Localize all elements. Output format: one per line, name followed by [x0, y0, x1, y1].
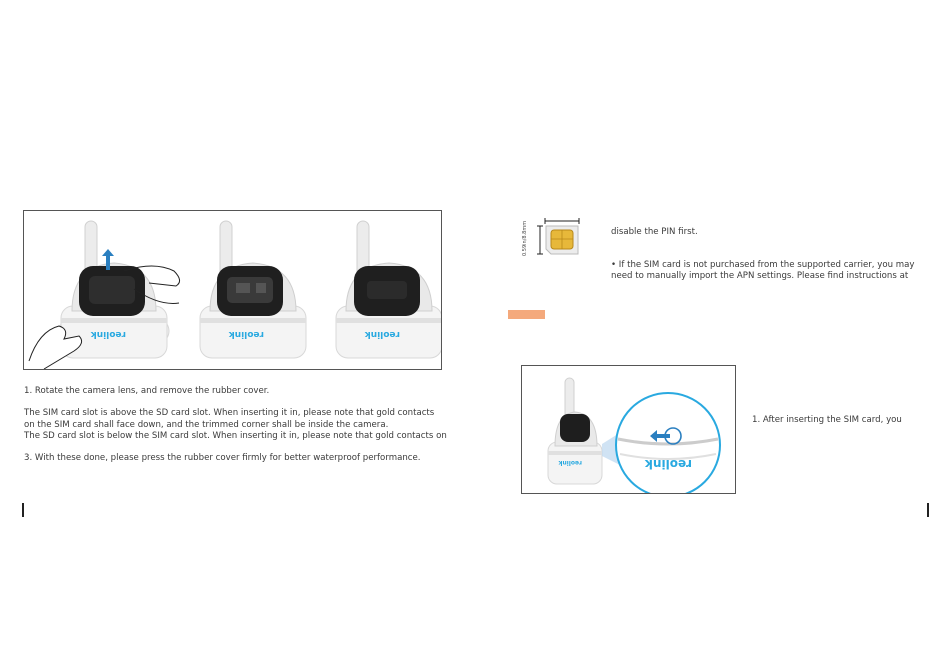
right-crop-mark — [927, 503, 929, 517]
sd-slot-text: The SD card slot is below the SIM card slot. When inserting it in, please note that gold contacts on — [24, 431, 447, 441]
camera-figures-illustration — [24, 211, 441, 369]
svg-text:reolink: reolink — [644, 457, 692, 471]
orange-accent-bar — [508, 310, 545, 319]
svg-text:reolink: reolink — [228, 329, 264, 339]
sim-dimension-label: 0.59in/8.8mm — [522, 220, 528, 256]
svg-text:reolink: reolink — [558, 459, 582, 466]
camera-cover-closed-image — [336, 221, 441, 358]
left-crop-mark — [22, 503, 24, 517]
sim-card-diagram — [526, 215, 586, 261]
svg-text:reolink: reolink — [90, 329, 126, 339]
right-figure-frame — [521, 365, 736, 494]
step-3-text: 3. With these done, please press the rubber cover firmly for better waterproof performance. — [24, 453, 421, 463]
step-1-text: 1. Rotate the camera lens, and remove the rubber cover. — [24, 386, 270, 396]
sim-slot-text-line2: on the SIM card shall face down, and the trimmed corner shall be inside the camera. — [24, 420, 389, 430]
after-insert-text: 1. After inserting the SIM card, you — [752, 415, 902, 425]
camera-sim-slot-image — [200, 221, 306, 358]
carrier-note-line1: • If the SIM card is not purchased from the supported carrier, you may — [611, 260, 915, 270]
svg-text:reolink: reolink — [364, 329, 400, 339]
camera-with-hand-image — [29, 221, 180, 369]
carrier-note-line2: need to manually import the APN settings. Please find instructions at — [611, 271, 909, 281]
pin-text: disable the PIN first. — [611, 227, 698, 237]
left-figure-frame — [23, 210, 442, 370]
camera-sim-inserted-zoom-image — [522, 366, 735, 493]
sim-slot-text-line1: The SIM card slot is above the SD card slot. When inserting it in, please note that gold contacts — [24, 408, 435, 418]
